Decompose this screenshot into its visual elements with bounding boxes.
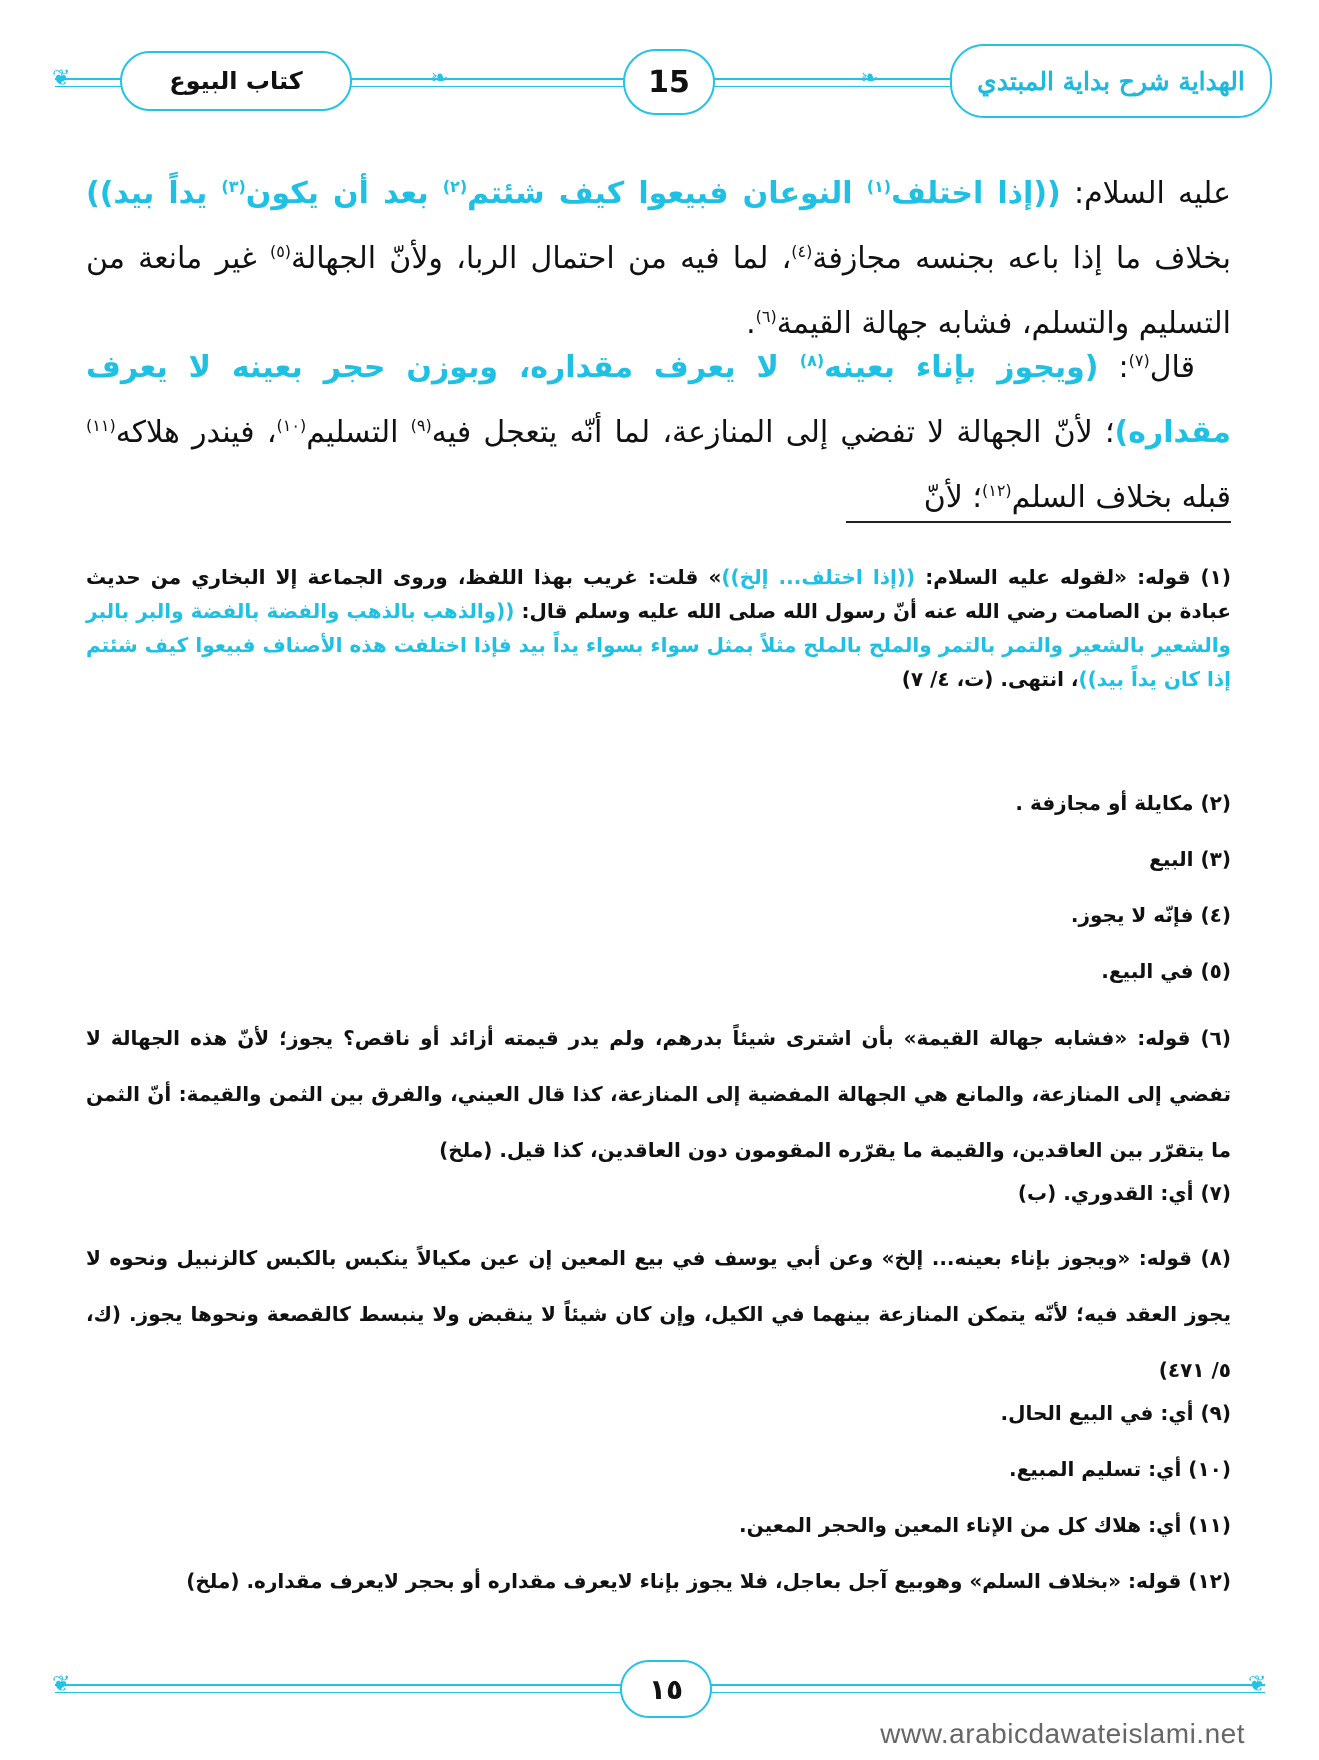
footnote-separator xyxy=(846,521,1231,523)
text-run: ؛ لأنّ xyxy=(923,480,982,515)
footnote-ref: (١) xyxy=(866,177,892,196)
footnote-ref: (٦) xyxy=(755,307,777,326)
text-run: ؛ لأنّ الجهالة لا تفضي إلى المنازعة، لما أنّه يتعجل فيه xyxy=(431,415,1115,450)
footnote-6: (٦) قوله: «فشابه جهالة القيمة» بأن اشترى شيئاً بدرهم، ولم يدر قيمته أزائد أو ناقص؟ يجوز؛ لأنّ هذه الجهالة لا تفضي إلى المنازعة، والمانع هي الجهالة المفضية إلى المنازعة، كذا قال العيني، والفرق بين الثمن والقيمة: أنّ الثمن ما يتقرّر بين العاقدين، والقيمة ما يقرّره المقومون دون العاقدين، كذا قيل. (ملخ) xyxy=(86,1026,1231,1162)
footnote-8: (٨) قوله: «ويجوز بإناء بعينه... إلخ» وعن أبي يوسف في بيع المعين إن عين مكيالاً ينكبس بالكبس كالزنبيل ونحوه لا يجوز العقد فيه؛ لأنّه يتمكن المنازعة بينهما في الكيل، وإن كان شيئاً لا ينقبض ولا ينبسط كالقصعة ونحوها يجوز. (ك، ٥/ ٤٧١) xyxy=(86,1246,1231,1382)
footnote-ref: (٢) xyxy=(442,177,468,196)
footnote-11: (١١) أي: هلاك كل من الإناء المعين والحجر المعين. xyxy=(739,1513,1231,1537)
footnote-ref: (٥) xyxy=(269,242,292,261)
text-run: ، فيندر هلاكه xyxy=(115,415,277,450)
page-number: 15 xyxy=(623,49,715,115)
footnote-ref: (٩) xyxy=(410,416,432,435)
footnote-10: (١٠) أي: تسليم المبيع. xyxy=(1008,1457,1231,1481)
footnote-ref: (١٢) xyxy=(981,481,1012,500)
text-run: (١) قوله: «لقوله عليه السلام: xyxy=(915,565,1232,589)
footnote-ref: (٣) xyxy=(221,177,246,196)
footnote-ref: (١٠) xyxy=(276,416,307,435)
footnote-ref: (١١) xyxy=(86,416,116,435)
footnote-4: (٤) فإنّه لا يجوز. xyxy=(1070,903,1231,927)
text-run: قال xyxy=(1149,350,1195,385)
footnote-ref: (٤) xyxy=(791,242,813,261)
ornament-left-icon: ❦ xyxy=(52,66,71,91)
text-run: عليه السلام: xyxy=(1060,176,1231,211)
text-run: قبله بخلاف السلم xyxy=(1011,480,1231,515)
footer-page-number: ١٥ xyxy=(620,1660,712,1718)
ornament-left-icon: ❦ xyxy=(52,1672,71,1697)
footnote-9: (٩) أي: في البيع الحال. xyxy=(1000,1401,1231,1425)
website-link[interactable]: www.arabicdawateislami.net xyxy=(880,1718,1245,1749)
hadith-quote: يداً بيد)) xyxy=(86,176,222,211)
hadith-quote: النوعان فبيعوا كيف شئتم xyxy=(467,176,867,211)
footnote-5: (٥) في البيع. xyxy=(1101,959,1231,983)
footnote-1 xyxy=(86,560,1231,696)
main-paragraph-2 xyxy=(86,332,1231,527)
footnote-ref: (٧) xyxy=(1128,351,1150,370)
text-run: . xyxy=(746,306,756,341)
footnote-3: (٣) البيع xyxy=(1149,847,1231,871)
hadith-quote: ((إذا اختلف... إلخ)) xyxy=(721,565,916,589)
ornament-mid-icon: ❧ xyxy=(860,66,879,91)
ornament-mid-icon: ❧ xyxy=(430,66,449,91)
matn-quote: (ويجوز بإناء بعينه xyxy=(824,350,1099,385)
matn-quote: لا يعرف مقداره، وبوزن حجر بعينه لا يعرف مقداره) xyxy=(86,350,1231,450)
text-run: ، لما فيه من احتمال الربا، ولأنّ الجهالة xyxy=(291,241,792,276)
text-run: : xyxy=(1098,350,1129,385)
footnote-7: (٧) أي: القدوري. (ب) xyxy=(1017,1181,1231,1205)
hadith-quote: ((إذا اختلف xyxy=(891,176,1061,211)
footnote-12: (١٢) قوله: «بخلاف السلم» وهوبيع آجل بعاجل، فلا يجوز بإناء لايعرف مقداره أو بحجر لايعرف مقداره. (ملخ) xyxy=(186,1569,1231,1593)
hadith-quote: بعد أن يكون xyxy=(245,176,443,211)
ornament-right-icon: ❦ xyxy=(1248,1672,1267,1697)
footnote-2: (٢) مكايلة أو مجازفة . xyxy=(1015,791,1231,815)
text-run: » قلت: غريب بهذا اللفظ، وروى الجماعة إلا البخاري من حديث عبادة بن الصامت رضي الله عنه أنّ رسول الله صلى الله عليه وسلم قال: xyxy=(86,565,1231,623)
text-run: ، انتهى. (ت، ٤/ ٧) xyxy=(901,667,1079,691)
text-run: بخلاف ما إذا باعه بجنسه مجازفة xyxy=(812,241,1231,276)
text-run: غير مانعة من التسليم والتسلم، فشابه جهالة القيمة xyxy=(86,241,1231,341)
main-paragraph-1 xyxy=(86,158,1231,353)
text-run: التسليم xyxy=(306,415,411,450)
book-title: كتاب البيوع xyxy=(120,51,352,111)
hadith-quote: ((والذهب بالذهب والفضة بالفضة والبر بالبر والشعير بالشعير والتمر بالتمر والملح بالملح مثلاً بمثل سواء بسواء يداً بيد فإذا اختلفت هذه الأصناف فبيعوا كيف شئتم إذا كان يداً بيد)) xyxy=(86,599,1231,691)
footnote-ref: (٨) xyxy=(799,351,825,370)
book-logo: الهداية شرح بداية المبتدي xyxy=(950,44,1272,118)
